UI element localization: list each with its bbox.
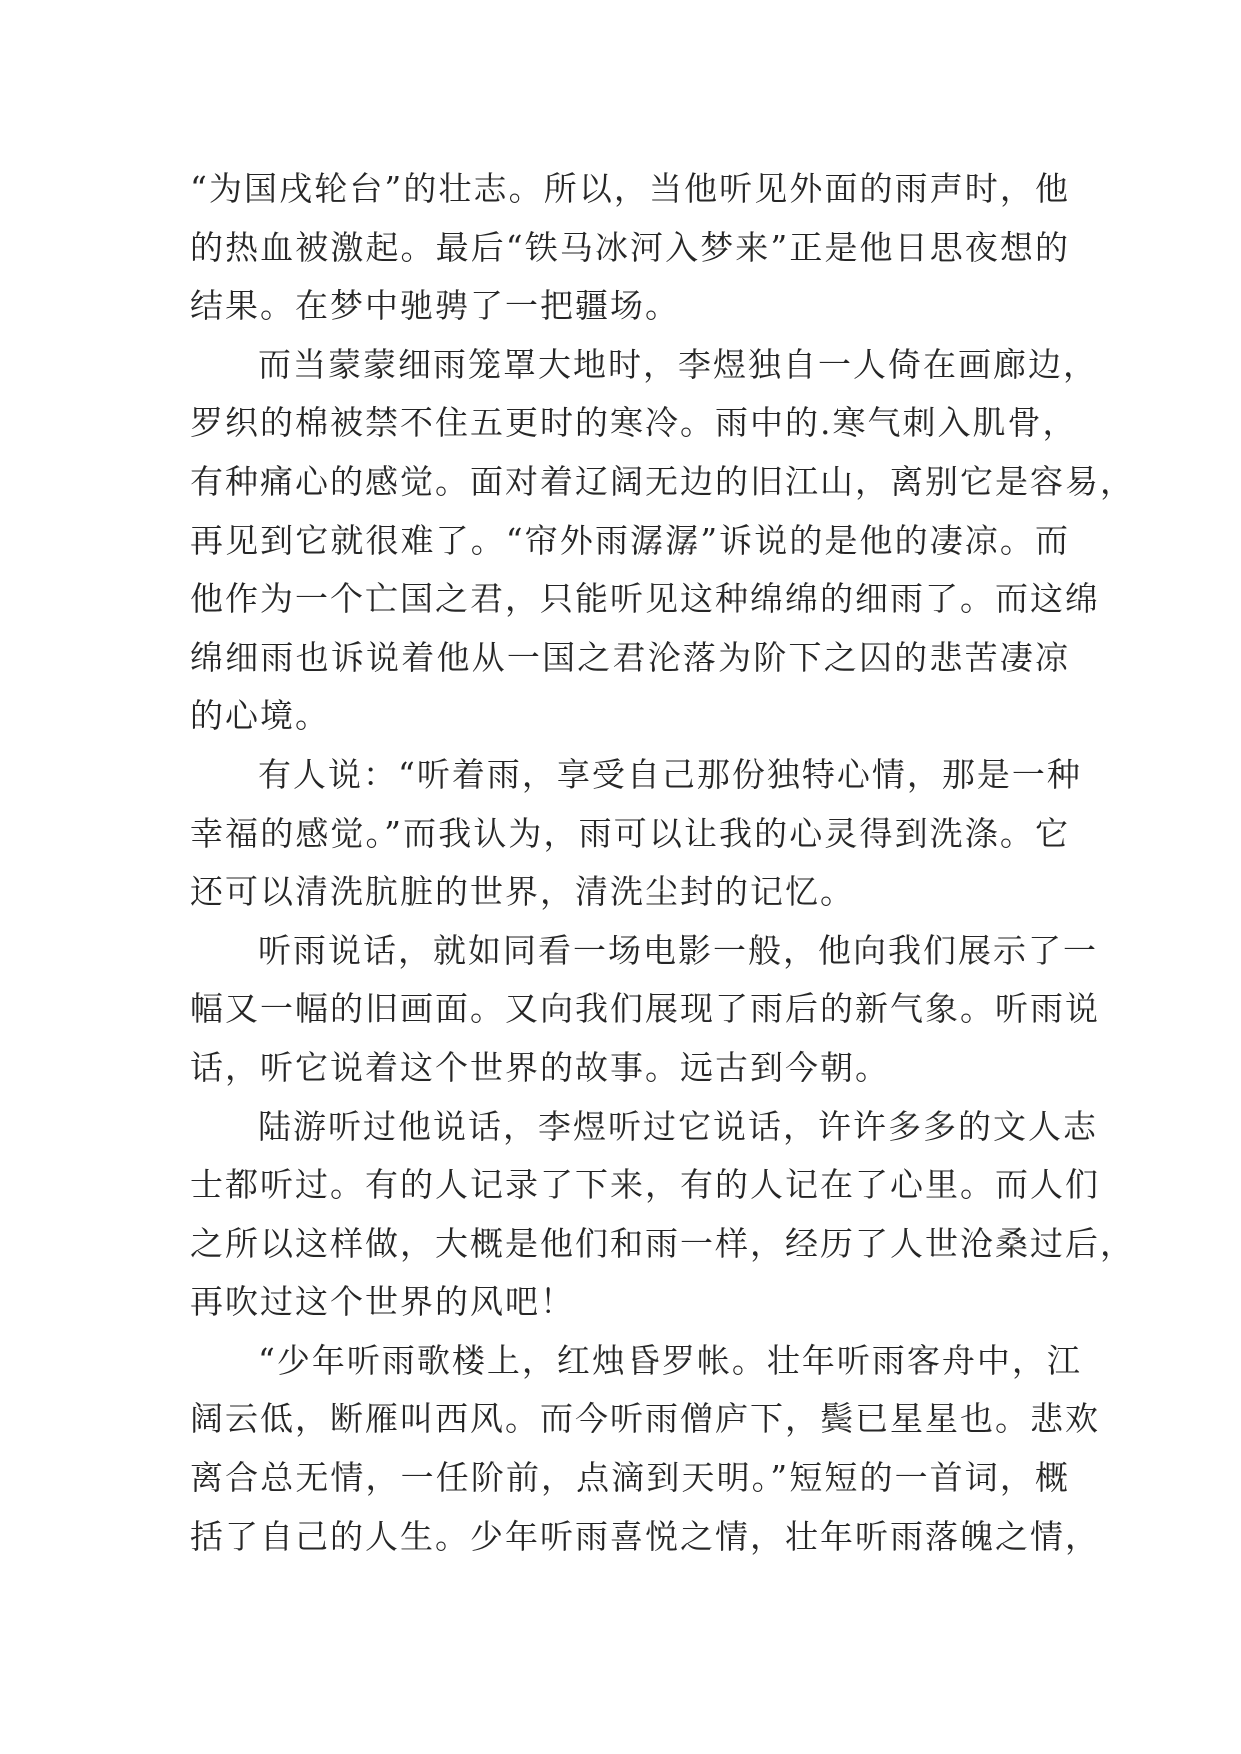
document-body xyxy=(190,160,1135,1566)
text-line: 之所以这样做，大概是他们和雨一样，经历了人世沧桑过后， xyxy=(190,1223,1135,1263)
text-line: 有种痛心的感觉。面对着辽阔无边的旧江山，离别它是容易， xyxy=(190,461,1135,501)
text-line: 他作为一个亡国之君，只能听见这种绵绵的细雨了。而这绵 xyxy=(190,579,1100,619)
text-line: 有人说：“听着雨，享受自己那份独特心情，那是一种 xyxy=(258,754,1082,794)
text-line: 幸福的感觉。”而我认为，雨可以让我的心灵得到洗涤。它 xyxy=(190,813,1070,853)
text-line: 离合总无情，一任阶前，点滴到天明。”短短的一首词，概 xyxy=(190,1458,1070,1498)
text-line: 再见到它就很难了。“帘外雨潺潺”诉说的是他的凄凉。而 xyxy=(190,520,1070,560)
text-line: 士都听过。有的人记录了下来，有的人记在了心里。而人们 xyxy=(190,1165,1100,1205)
text-line: 绵细雨也诉说着他从一国之君沦落为阶下之囚的悲苦凄凉 xyxy=(190,637,1070,677)
text-line: 罗织的棉被禁不住五更时的寒冷。雨中的.寒气刺入肌骨， xyxy=(190,403,1078,443)
text-line: 陆游听过他说话，李煜听过它说话，许许多多的文人志 xyxy=(258,1106,1098,1146)
text-line: 话，听它说着这个世界的故事。远古到今朝。 xyxy=(190,1047,890,1087)
text-line: “为国戌轮台”的壮志。所以，当他听见外面的雨声时，他 xyxy=(190,169,1070,208)
text-line: 幅又一幅的旧画面。又向我们展现了雨后的新气象。听雨说 xyxy=(190,989,1100,1029)
text-line: 的热血被激起。最后“铁马冰河入梦来”正是他日思夜想的 xyxy=(190,227,1070,267)
text-line: 还可以清洗肮脏的世界，清洗尘封的记忆。 xyxy=(190,872,855,912)
text-line: 结果。在梦中驰骋了一把疆场。 xyxy=(190,286,680,326)
text-line: 阔云低，断雁叫西风。而今听雨僧庐下，鬓已星星也。悲欢 xyxy=(190,1399,1100,1439)
text-line: 的心境。 xyxy=(190,696,330,736)
text-line: 而当蒙蒙细雨笼罩大地时，李煜独自一人倚在画廊边， xyxy=(258,344,1098,384)
text-line: 听雨说话，就如同看一场电影一般，他向我们展示了一 xyxy=(258,930,1098,970)
text-line: 再吹过这个世界的风吧！ xyxy=(190,1282,575,1322)
text-line: 括了自己的人生。少年听雨喜悦之情，壮年听雨落魄之情， xyxy=(190,1516,1100,1556)
text-line: “少年听雨歌楼上，红烛昏罗帐。壮年听雨客舟中，江 xyxy=(258,1340,1082,1380)
